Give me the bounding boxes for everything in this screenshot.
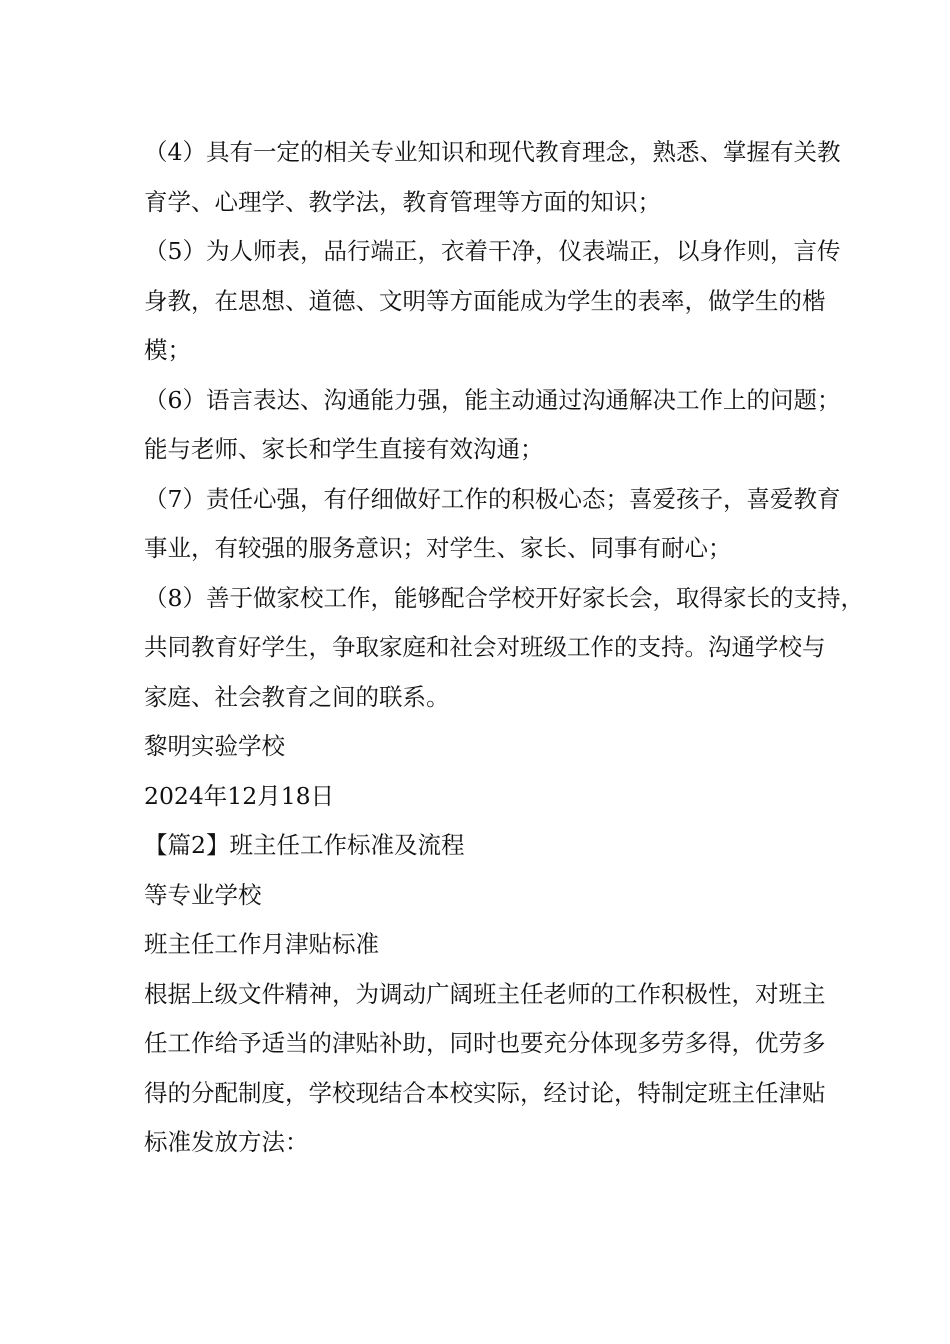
- text-line: （5）为人师表，品行端正，衣着干净，仪表端正，以身作则，言传: [144, 237, 841, 265]
- text-line: 得的分配制度，学校现结合本校实际，经讨论，特制定班主任津贴: [144, 1078, 826, 1107]
- text-line: 等专业学校: [144, 880, 262, 909]
- section-heading: 【篇2】班主任工作标准及流程: [144, 831, 465, 859]
- text-line: 模；: [144, 336, 191, 364]
- school-name: 黎明实验学校: [144, 732, 285, 760]
- text-line: （7）责任心强，有仔细做好工作的积极心态；喜爱孩子，喜爱教育: [144, 484, 841, 513]
- text-line: 共同教育好学生，争取家庭和社会对班级工作的支持。沟通学校与: [144, 633, 826, 661]
- subsection-title: 班主任工作月津贴标准: [144, 930, 379, 958]
- text-line: 标准发放方法：: [144, 1128, 309, 1156]
- text-line: 任工作给予适当的津贴补助，同时也要充分体现多劳多得，优劳多: [144, 1029, 826, 1057]
- text-line: 家庭、社会教育之间的联系。: [144, 682, 450, 711]
- text-line: （6）语言表达、沟通能力强，能主动通过沟通解决工作上的问题；: [144, 385, 841, 414]
- text-line: 事业，有较强的服务意识；对学生、家长、同事有耐心；: [144, 534, 732, 562]
- text-line: 身教，在思想、道德、文明等方面能成为学生的表率，做学生的楷: [144, 286, 826, 315]
- text-line: 育学、心理学、教学法，教育管理等方面的知识；: [144, 187, 661, 216]
- text-line: （4）具有一定的相关专业知识和现代教育理念，熟悉、掌握有关教: [144, 138, 841, 166]
- document-date: 2024年12月18日: [144, 781, 335, 810]
- text-line: 能与老师、家长和学生直接有效沟通；: [144, 435, 544, 463]
- document-body: [144, 128, 864, 1168]
- text-line: 根据上级文件精神，为调动广阔班主任老师的工作积极性，对班主: [144, 979, 826, 1008]
- text-line: （8）善于做家校工作，能够配合学校开好家长会，取得家长的支持，: [144, 583, 864, 612]
